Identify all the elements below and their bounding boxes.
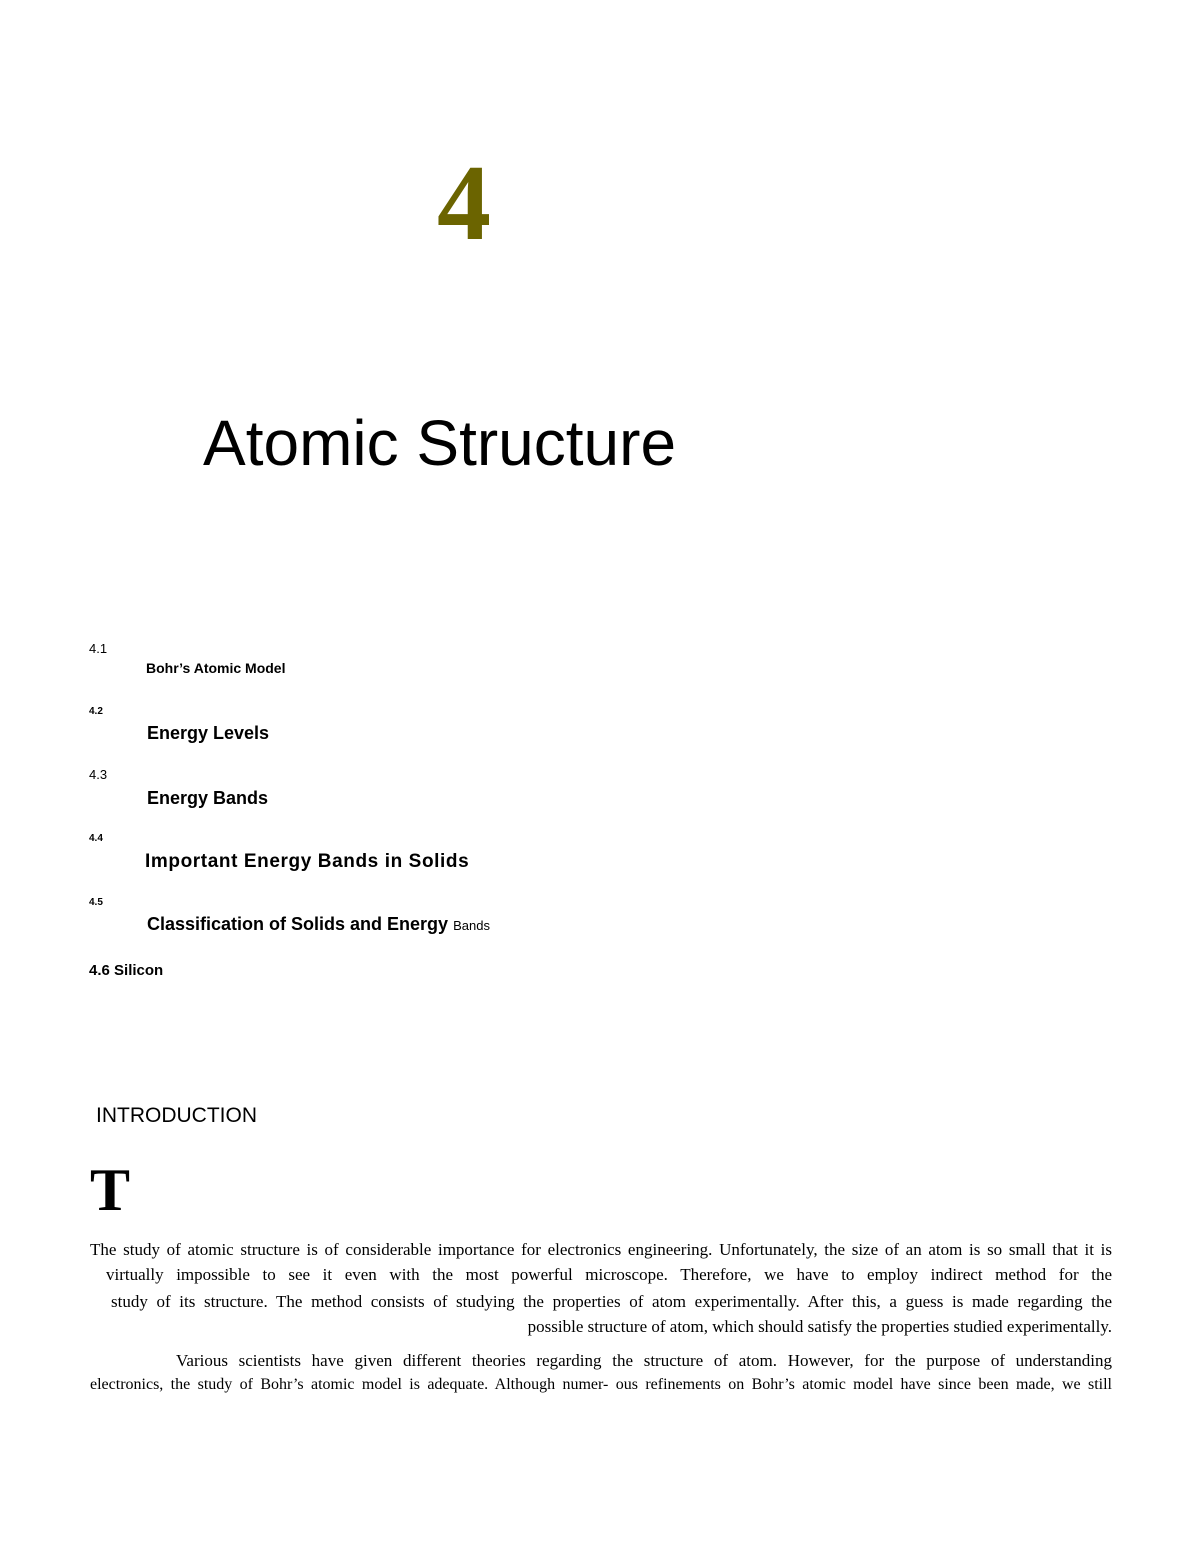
toc-number: 4.3 <box>89 767 108 782</box>
toc-number: 4.2 <box>89 706 103 717</box>
drop-cap: T <box>90 1157 131 1223</box>
chapter-number: 4 <box>437 144 491 263</box>
toc-title-tail: Bands <box>453 918 490 933</box>
toc-title: Bohr’s Atomic Model <box>146 660 286 676</box>
paragraph-line: The study of atomic structure is of considerable importance for electronics engineering. Unfortunately, the size of an atom is so small that it is <box>90 1240 1112 1259</box>
paragraph-line: Various scientists have given different theories regarding the structure of atom. However, for the purpose of understanding <box>176 1351 1112 1370</box>
toc-title: Energy Levels <box>147 723 270 743</box>
paragraph-line: virtually impossible to see it even with the most powerful microscope. Therefore, we have to employ indirect method for the <box>106 1265 1112 1284</box>
paragraph-line: electronics, the study of Bohr’s atomic model is adequate. Although numer- ous refinements on Bohr’s atomic model have since been made, we still <box>90 1376 1112 1393</box>
toc-number: 4.1 <box>89 641 108 656</box>
paragraph-line: possible structure of atom, which should satisfy the properties studied experimentally. <box>527 1317 1112 1336</box>
toc-title-main: Classification of Solids and Energy <box>147 914 449 934</box>
toc-title <box>147 915 490 933</box>
toc-title: Important Energy Bands in Solids <box>145 851 470 872</box>
introduction-heading: INTRODUCTION <box>96 1104 257 1127</box>
paragraph-line: study of its structure. The method consists of studying the properties of atom experimentally. After this, a guess is made regarding the <box>111 1292 1112 1311</box>
chapter-title: Atomic Structure <box>203 407 677 479</box>
toc-number: 4.5 <box>89 897 103 908</box>
toc-number: 4.4 <box>89 833 103 844</box>
toc-title: Energy Bands <box>147 788 269 808</box>
toc-title: 4.6 Silicon <box>89 962 164 979</box>
